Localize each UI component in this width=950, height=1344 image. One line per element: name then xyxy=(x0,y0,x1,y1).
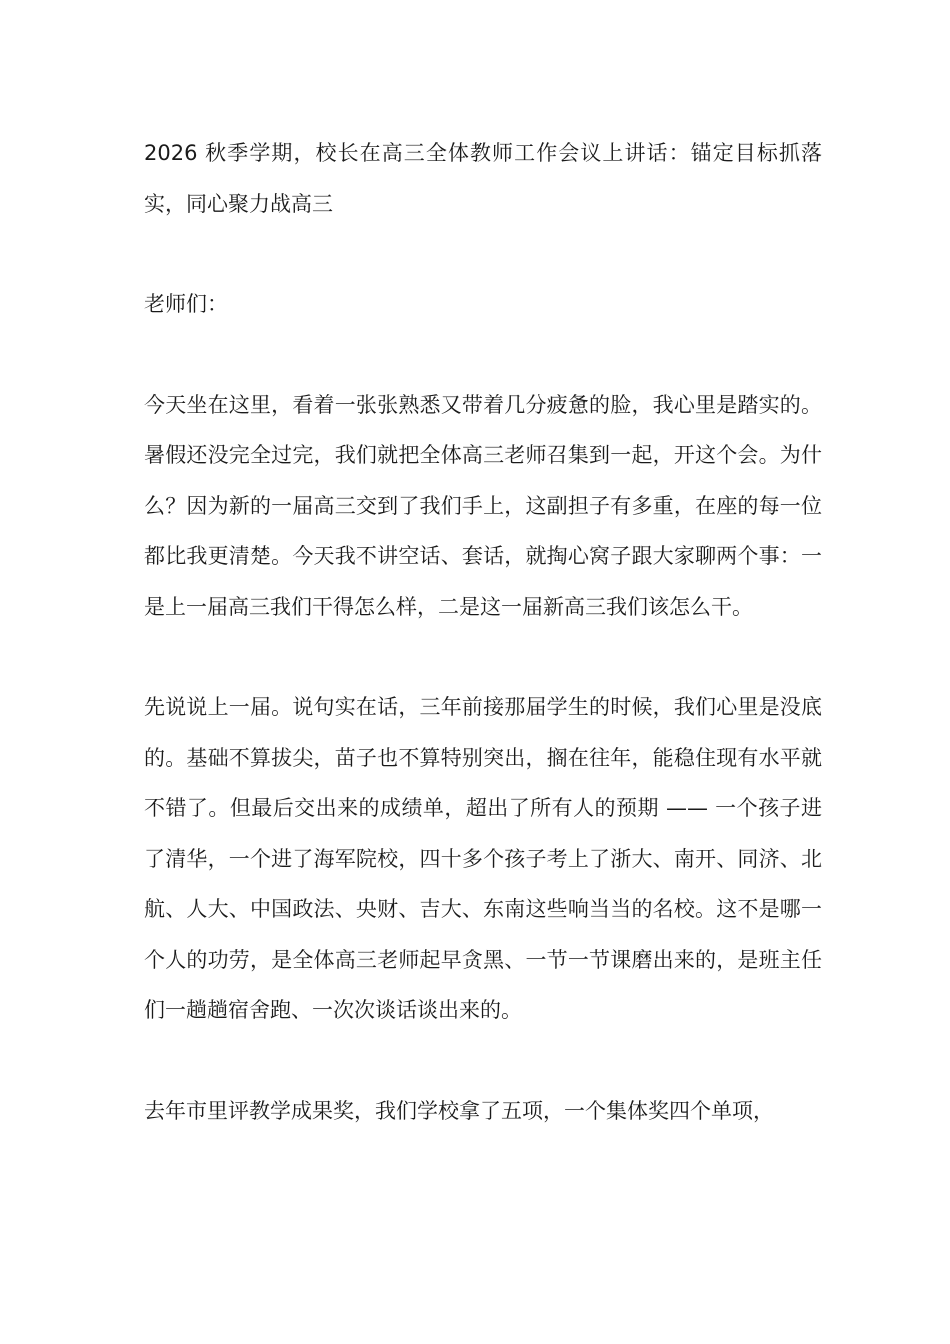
greeting: 老师们： xyxy=(144,292,228,316)
paragraph-spacer xyxy=(144,330,822,380)
paragraph-1: 今天坐在这里，看着一张张熟悉又带着几分疲惫的脸，我心里是踏实的。暑假还没完全过完，我们就把全体高三老师召集到一起，开这个会。为什么？因为新的一届高三交到了我们手上，这副担子有多重，在座的每一位都比我更清楚。今天我不讲空话、套话，就掏心窝子跟大家聊两个事：一是上一届高三我们干得怎么样，二是这一届新高三我们该怎么干。 xyxy=(144,392,822,619)
paragraph-2: 先说说上一届。说句实在话，三年前接那届学生的时候，我们心里是没底的。基础不算拔尖，苗子也不算特别突出，搁在往年，能稳住现有水平就不错了。但最后交出来的成绩单，超出了所有人的预期 —— 一个孩子进了清华，一个进了海军院校，四十多个孩子考上了浙大、南开、同济、北航、人大、中国政法、央财、吉大、东南这些响当当的名校。这不是哪一个人的功劳，是全体高三老师起早贪黑、一节一节课磨出来的，是班主任们一趟趟宿舍跑、一次次谈话谈出来的。 xyxy=(144,695,822,1022)
paragraph-3: 去年市里评教学成果奖，我们学校拿了五项，一个集体奖四个单项， xyxy=(144,1098,774,1123)
paragraph-spacer xyxy=(144,1036,822,1086)
document-body xyxy=(144,128,822,1136)
paragraph-spacer xyxy=(144,229,822,279)
paragraph-spacer xyxy=(144,632,822,682)
document-title: 2026 秋季学期，校长在高三全体教师工作会议上讲话：锚定目标抓落实，同心聚力战高三 xyxy=(144,141,822,216)
